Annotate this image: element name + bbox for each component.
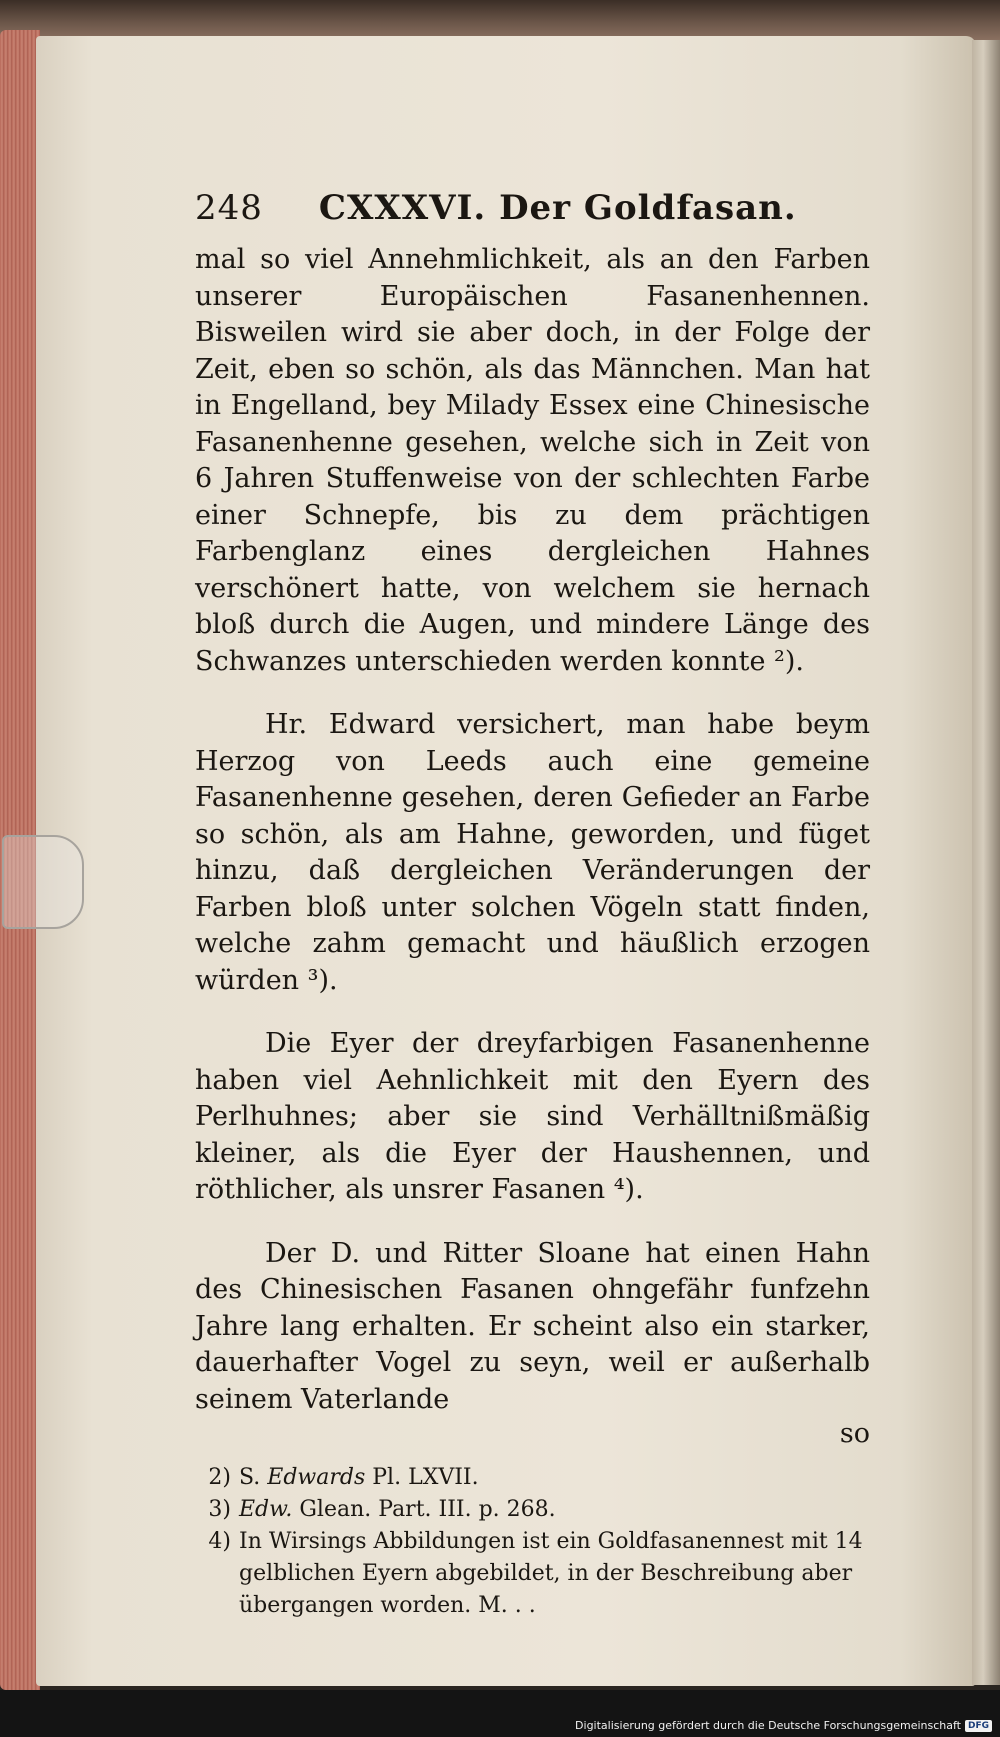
page-number: 248 <box>195 188 263 228</box>
paragraph-4: Der D. und Ritter Sloane hat einen Hahn des Chinesischen Fasanen ohngefähr funfzehn Jahre lang erhalten. Er scheint also ein starker, dauerhafter Vogel zu seyn, weil er außerhalb seinem Vaterlande <box>195 1237 870 1415</box>
footnote-text <box>239 1494 556 1526</box>
footnotes <box>195 1462 870 1622</box>
catchword: so <box>839 1418 870 1449</box>
signature-mark: M. . . <box>478 1593 536 1618</box>
footnote-text-post: Glean. Part. III. p. 268. <box>292 1497 556 1522</box>
digitization-credit <box>575 1719 992 1732</box>
book-cover-top <box>0 0 1000 40</box>
footnote-text-post: Pl. LXVII. <box>365 1465 479 1490</box>
chapter-title: CXXXVI. Der Goldfasan. <box>318 188 797 228</box>
paragraph-1: mal so viel Annehmlichkeit, als an den Farben unserer Europäischen Fasanenhennen. Bisweilen wird sie aber doch, in der Folge der Zeit, eben so schön, als das Männchen. Man hat in Engelland, bey Milady Essex eine Chinesische Fasanenhenne gesehen, welche sich in Zeit von 6 Jahren Stuffenweise von der schlechten Farbe einer Schnepfe, bis zu dem prächtigen Farbenglanz eines dergleichen Hahnes verschönert hatte, von welchem sie hernach bloß durch die Augen, und mindere Länge des Schwanzes unterschieden werden konnte ²). <box>195 244 870 677</box>
footnote-text-pre: In Wirsings Abbildungen ist ein Goldfasanennest mit 14 gelblichen Eyern abgebildet, in der Beschreibung aber übergangen worden. <box>239 1529 863 1618</box>
footnote-text <box>239 1462 479 1494</box>
footnote-3 <box>195 1494 870 1526</box>
page-content <box>195 188 870 1622</box>
footnote-text <box>239 1526 870 1622</box>
paragraph-2: Hr. Edward versichert, man habe beym Herzog von Leeds auch eine gemeine Fasanenhenne gesehen, deren Gefieder an Farbe so schön, als am Hahne, geworden, und füget hinzu, daß dergleichen Veränderungen der Farben bloß unter solchen Vögeln statt finden, welche zahm gemacht und häußlich erzogen würden ³). <box>195 709 870 996</box>
paragraph-3: Die Eyer der dreyfarbigen Fasanenhenne haben viel Aehnlichkeit mit den Eyern des Perlhuhnes; aber sie sind Verhälltnißmäßig kleiner, als die Eyer der Haushennen, und röthlicher, als unsrer Fasanen ⁴). <box>195 1028 870 1205</box>
footer-strip <box>0 1690 1000 1737</box>
running-header <box>195 188 870 228</box>
footnote-2 <box>195 1462 870 1494</box>
footnote-4 <box>195 1526 870 1622</box>
footnote-number: 4) <box>208 1529 231 1554</box>
book-gutter <box>972 40 1000 1685</box>
dfg-logo-icon: DFG <box>965 1720 992 1732</box>
footnote-number: 3) <box>208 1497 231 1522</box>
footnote-text-italic: Edw. <box>239 1497 293 1522</box>
page-clip-mark <box>2 835 84 929</box>
credit-text: Digitalisierung gefördert durch die Deutsche Forschungsgemeinschaft <box>575 1719 961 1732</box>
footnote-number: 2) <box>208 1465 231 1490</box>
footnote-text-pre: S. <box>239 1465 268 1490</box>
footnote-text-italic: Edwards <box>267 1465 366 1490</box>
